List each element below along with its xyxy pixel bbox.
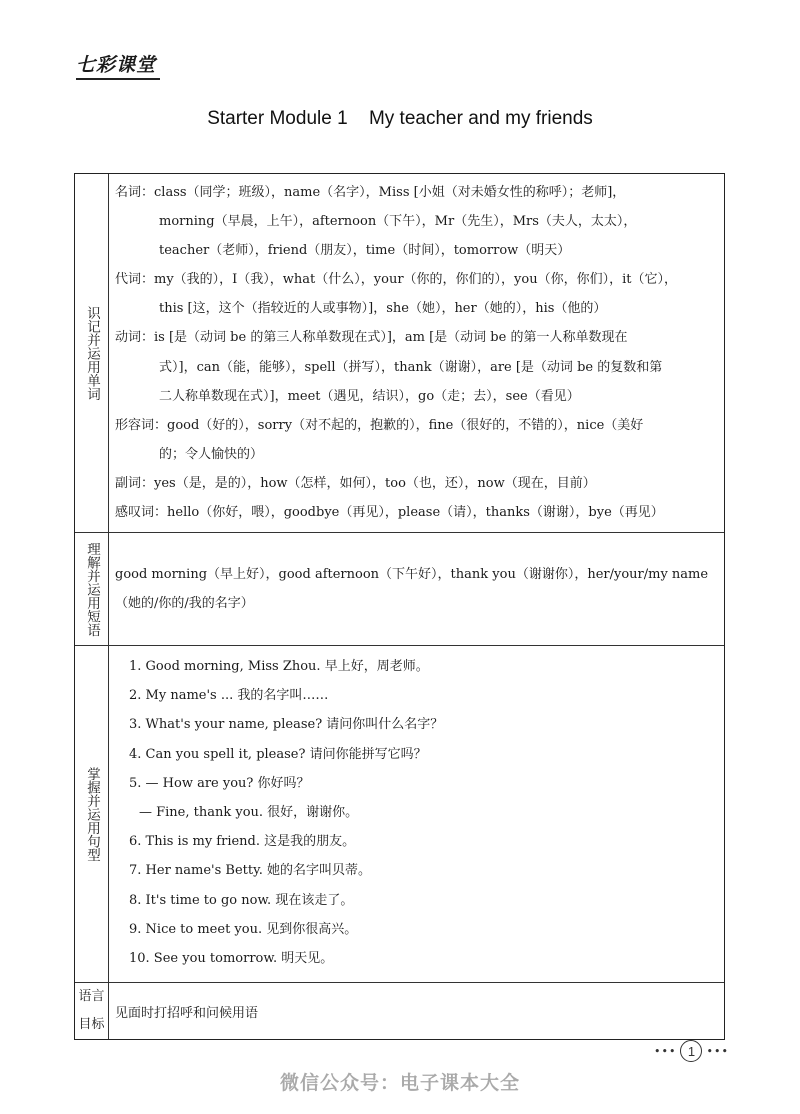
pager-dots-right: ••• bbox=[706, 1044, 729, 1058]
sentences-label: 掌握并运用句型 bbox=[75, 646, 109, 982]
pager-dots-left: ••• bbox=[654, 1044, 677, 1058]
vocab-line: 形容词：good（好的），sorry（对不起的，抱歉的），fine（很好的，不错的），nice（美好 bbox=[115, 417, 644, 433]
vocab-line: this [这，这个（指较近的人或事物）]，she（她），her（她的），his（他的） bbox=[159, 301, 607, 317]
vocab-row bbox=[75, 174, 724, 532]
goal-label bbox=[75, 983, 109, 1039]
goal-text: 见面时打招呼和问候用语 bbox=[115, 1005, 259, 1021]
sentences-content bbox=[109, 646, 724, 982]
vocab-line: 二人称单数现在式）]，meet（遇见，结识），go（走；去），see（看见） bbox=[159, 388, 580, 404]
vocab-line: 式）]，can（能，能够），spell（拼写），thank（谢谢），are [是（动词 be 的复数和第 bbox=[159, 359, 663, 375]
vocab-line: 名词：class（同学；班级），name（名字），Miss [小姐（对未婚女性的称呼）；老师]， bbox=[115, 185, 626, 200]
summary-table bbox=[74, 173, 725, 1040]
page-indicator bbox=[654, 1040, 729, 1062]
goal-label-top: 语言 bbox=[78, 989, 105, 1004]
sentence-line: 2. My name's ... 我的名字叫…… bbox=[129, 688, 329, 704]
page-title bbox=[0, 108, 800, 130]
vocab-line: 代词：my（我的），I（我），what（什么），your（你的，你们的），you（你，你们），it（它）， bbox=[115, 272, 677, 288]
phrases-row bbox=[75, 532, 724, 645]
goal-row bbox=[75, 982, 724, 1039]
sentence-line: 8. It's time to go now. 现在该走了。 bbox=[129, 892, 354, 908]
logo-text: 七彩课堂 bbox=[76, 54, 157, 76]
vocab-line: morning（早晨，上午），afternoon（下午），Mr（先生），Mrs（夫人，太太）， bbox=[159, 214, 637, 230]
vocab-line: 副词：yes（是，是的），how（怎样，如何），too（也，还），now（现在，目前） bbox=[115, 475, 596, 491]
sentence-line: 10. See you tomorrow. 明天见。 bbox=[129, 950, 334, 966]
sentence-line: 7. Her name's Betty. 她的名字叫贝蒂。 bbox=[129, 863, 372, 879]
sentence-line: 5. — How are you? 你好吗？ bbox=[129, 775, 310, 791]
goal-label-bottom: 目标 bbox=[78, 1017, 105, 1032]
logo-underline bbox=[76, 78, 160, 80]
brand-logo bbox=[76, 50, 160, 84]
vocab-content bbox=[109, 174, 724, 532]
phrases-text: good morning（早上好），good afternoon（下午好），thank you（谢谢你），her/your/my name（她的/你的/我的名字） bbox=[115, 567, 709, 611]
sentence-line: — Fine, thank you. 很好，谢谢你。 bbox=[139, 804, 359, 820]
vocab-line: 的；令人愉快的） bbox=[159, 446, 264, 462]
sentence-line: 3. What's your name, please? 请问你叫什么名字？ bbox=[129, 717, 444, 733]
vocab-label: 识记并运用单词 bbox=[75, 174, 109, 532]
watermark: 微信公众号：电子课本大全 bbox=[279, 1072, 520, 1094]
goal-content bbox=[109, 983, 724, 1039]
page-number: 1 bbox=[680, 1040, 702, 1062]
sentence-line: 1. Good morning, Miss Zhou. 早上好，周老师。 bbox=[129, 659, 429, 674]
sentence-line: 4. Can you spell it, please? 请问你能拼写它吗？ bbox=[129, 746, 427, 762]
vocab-line: 感叹词：hello（你好，喂），goodbye（再见），please（请），thanks（谢谢），bye（再见） bbox=[115, 505, 664, 521]
sentences-row bbox=[75, 645, 724, 982]
vocab-line: 动词：is [是（动词 be 的第三人称单数现在式）]，am [是（动词 be 的第一人称单数现在 bbox=[115, 330, 628, 346]
sentence-line: 9. Nice to meet you. 见到你很高兴。 bbox=[129, 921, 358, 937]
module-name: Starter Module 1 bbox=[207, 108, 348, 129]
vocab-line: teacher（老师），friend（朋友），time（时间），tomorrow（明天） bbox=[159, 243, 571, 259]
module-subtitle: My teacher and my friends bbox=[368, 108, 593, 129]
phrases-content bbox=[109, 533, 724, 645]
phrases-label: 理解并运用短语 bbox=[75, 533, 109, 645]
sentence-line: 6. This is my friend. 这是我的朋友。 bbox=[129, 834, 356, 850]
